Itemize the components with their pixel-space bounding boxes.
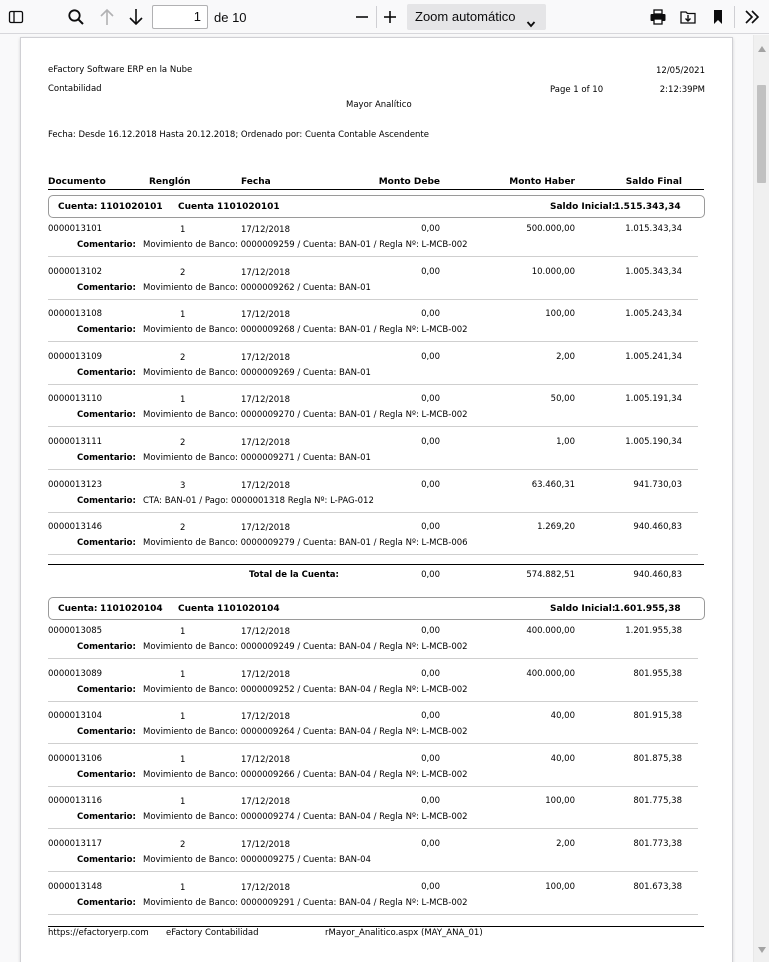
page-label: Page 1 of 10 xyxy=(550,85,604,95)
row-monto-haber: 400.000,00 xyxy=(526,626,575,636)
row-divider xyxy=(48,554,698,555)
row-document: 0000013116 xyxy=(48,796,103,807)
row-monto-debe: 0,00 xyxy=(421,626,440,636)
row-divider xyxy=(48,384,698,385)
row-divider xyxy=(48,914,698,915)
page-count-label: de 10 xyxy=(214,10,247,25)
print-icon[interactable] xyxy=(646,5,670,29)
sidebar-toggle-icon[interactable] xyxy=(4,5,28,29)
row-monto-haber: 400.000,00 xyxy=(526,668,575,679)
row-monto-debe: 0,00 xyxy=(421,266,440,277)
row-comment-label: Comentario: xyxy=(77,325,136,336)
bookmark-icon[interactable] xyxy=(706,5,730,29)
row-monto-haber: 50,00 xyxy=(550,394,575,405)
column-header-monto-debe: Monto Debe xyxy=(378,177,440,187)
scrollbar-thumb[interactable] xyxy=(757,85,766,183)
row-divider xyxy=(48,512,698,513)
row-monto-debe: 0,00 xyxy=(421,753,440,764)
row-renglon: 2 xyxy=(180,523,186,534)
row-comment: Movimiento de Banco: 0000009259 / Cuenta: BAN-01 / Regla Nº: L-MCB-002 xyxy=(143,240,468,250)
row-comment-label: Comentario: xyxy=(77,855,136,865)
row-monto-haber: 1,00 xyxy=(556,437,575,447)
row-monto-debe: 0,00 xyxy=(421,479,440,490)
header-rule xyxy=(48,189,704,190)
scroll-down-arrow-icon[interactable] xyxy=(758,940,766,958)
row-monto-debe: 0,00 xyxy=(421,351,440,362)
row-fecha: 17/12/2018 xyxy=(241,395,290,406)
pdf-viewer[interactable] xyxy=(0,35,753,962)
row-divider xyxy=(48,658,698,659)
row-comment: Movimiento de Banco: 0000009291 / Cuenta: BAN-04 / Regla Nº: L-MCB-002 xyxy=(143,897,468,908)
row-saldo-final: 801.915,38 xyxy=(633,711,682,722)
account-header xyxy=(48,597,705,620)
page-number-input[interactable]: 1 xyxy=(152,5,208,29)
row-saldo-final: 801.955,38 xyxy=(633,668,682,679)
row-comment-label: Comentario: xyxy=(77,769,136,780)
row-monto-haber: 100,00 xyxy=(545,881,575,892)
next-page-icon[interactable] xyxy=(124,5,148,29)
row-saldo-final: 941.730,03 xyxy=(633,479,682,490)
account-name: Cuenta 1101020104 xyxy=(178,604,280,614)
row-document: 0000013085 xyxy=(48,626,103,636)
column-header-renglon: Renglón xyxy=(149,177,191,187)
row-saldo-final: 940.460,83 xyxy=(633,522,682,533)
opening-balance-value: 1.515.343,34 xyxy=(614,202,681,212)
row-monto-haber: 40,00 xyxy=(550,711,575,722)
row-saldo-final: 801.773,38 xyxy=(633,839,682,849)
report-filters: Fecha: Desde 16.12.2018 Hasta 20.12.2018; Ordenado por: Cuenta Contable Ascendente xyxy=(48,130,429,140)
pdf-page xyxy=(20,37,733,962)
row-monto-haber: 2,00 xyxy=(556,351,575,362)
row-renglon: 1 xyxy=(180,627,186,637)
row-renglon: 2 xyxy=(180,438,186,448)
tools-menu-icon[interactable] xyxy=(740,5,764,29)
zoom-select[interactable] xyxy=(407,4,546,30)
row-renglon: 3 xyxy=(180,480,186,491)
account-name: Cuenta 1101020101 xyxy=(178,202,280,212)
report-date: 12/05/2021 xyxy=(656,66,705,76)
row-saldo-final: 1.015.343,34 xyxy=(625,224,682,234)
row-monto-haber: 100,00 xyxy=(545,796,575,807)
row-document: 0000013110 xyxy=(48,394,103,405)
zoom-in-icon[interactable] xyxy=(378,5,402,29)
row-saldo-final: 801.673,38 xyxy=(633,881,682,892)
toolbar-divider xyxy=(376,6,377,28)
row-monto-haber: 100,00 xyxy=(545,309,575,320)
row-divider xyxy=(48,299,698,300)
vertical-scrollbar[interactable] xyxy=(753,35,769,962)
row-comment: Movimiento de Banco: 0000009279 / Cuenta: BAN-01 / Regla Nº: L-MCB-006 xyxy=(143,538,468,549)
row-document: 0000013089 xyxy=(48,668,103,679)
row-saldo-final: 1.201.955,38 xyxy=(625,626,682,636)
row-monto-debe: 0,00 xyxy=(421,668,440,679)
column-header-fecha: Fecha xyxy=(241,177,271,187)
account-total-haber: 574.882,51 xyxy=(526,570,575,581)
row-saldo-final: 801.775,38 xyxy=(633,796,682,807)
scroll-up-arrow-icon[interactable] xyxy=(758,39,766,57)
row-comment: Movimiento de Banco: 0000009269 / Cuenta: BAN-01 xyxy=(143,367,371,378)
row-renglon: 1 xyxy=(180,225,186,235)
account-header xyxy=(48,195,705,218)
row-document: 0000013109 xyxy=(48,351,103,362)
footer-rule xyxy=(48,926,704,927)
row-comment: Movimiento de Banco: 0000009270 / Cuenta: BAN-01 / Regla Nº: L-MCB-002 xyxy=(143,410,468,421)
column-header-monto-haber: Monto Haber xyxy=(509,177,575,187)
row-comment: Movimiento de Banco: 0000009266 / Cuenta: BAN-04 / Regla Nº: L-MCB-002 xyxy=(143,769,468,780)
row-renglon: 1 xyxy=(180,712,186,723)
row-divider xyxy=(48,828,698,829)
row-comment-label: Comentario: xyxy=(77,897,136,908)
row-fecha: 17/12/2018 xyxy=(241,480,290,491)
row-comment-label: Comentario: xyxy=(77,642,136,652)
zoom-out-icon[interactable] xyxy=(350,5,374,29)
row-monto-haber: 40,00 xyxy=(550,753,575,764)
row-saldo-final: 801.875,38 xyxy=(633,753,682,764)
footer-url: https://efactoryerp.com xyxy=(48,928,149,938)
row-comment-label: Comentario: xyxy=(77,727,136,738)
row-divider xyxy=(48,701,698,702)
company-name: eFactory Software ERP en la Nube xyxy=(48,65,193,75)
row-fecha: 17/12/2018 xyxy=(241,310,290,321)
row-monto-debe: 0,00 xyxy=(421,394,440,405)
row-monto-haber: 1.269,20 xyxy=(537,522,575,533)
footer-file: rMayor_Analitico.aspx (MAY_ANA_01) xyxy=(325,928,483,938)
row-divider xyxy=(48,256,698,257)
row-renglon: 1 xyxy=(180,669,186,680)
row-renglon: 1 xyxy=(180,797,186,808)
row-divider xyxy=(48,743,698,744)
report-title: Mayor Analítico xyxy=(346,100,412,110)
account-total-label: Total de la Cuenta: xyxy=(249,570,339,581)
row-divider xyxy=(48,469,698,470)
pdf-toolbar xyxy=(0,0,769,34)
row-monto-debe: 0,00 xyxy=(421,711,440,722)
row-document: 0000013102 xyxy=(48,266,103,277)
row-monto-debe: 0,00 xyxy=(421,881,440,892)
row-document: 0000013104 xyxy=(48,711,103,722)
row-comment: Movimiento de Banco: 0000009275 / Cuenta: BAN-04 xyxy=(143,855,371,865)
account-total-saldo: 940.460,83 xyxy=(633,570,682,581)
row-document: 0000013108 xyxy=(48,309,103,320)
account-code: 1101020101 xyxy=(100,202,163,212)
row-monto-haber: 63.460,31 xyxy=(531,479,575,490)
row-comment: Movimiento de Banco: 0000009274 / Cuenta: BAN-04 / Regla Nº: L-MCB-002 xyxy=(143,812,468,823)
row-renglon: 1 xyxy=(180,395,186,406)
row-document: 0000013117 xyxy=(48,839,103,849)
row-comment-label: Comentario: xyxy=(77,684,136,695)
account-label: Cuenta: xyxy=(58,604,98,614)
row-fecha: 17/12/2018 xyxy=(241,523,290,534)
row-comment: Movimiento de Banco: 0000009262 / Cuenta: BAN-01 xyxy=(143,282,371,293)
row-comment-label: Comentario: xyxy=(77,812,136,823)
row-document: 0000013106 xyxy=(48,753,103,764)
row-fecha: 17/12/2018 xyxy=(241,352,290,363)
row-comment-label: Comentario: xyxy=(77,453,136,463)
row-fecha: 17/12/2018 xyxy=(241,754,290,765)
row-fecha: 17/12/2018 xyxy=(241,712,290,723)
row-fecha: 17/12/2018 xyxy=(241,267,290,278)
row-fecha: 17/12/2018 xyxy=(241,627,290,637)
row-comment: Movimiento de Banco: 0000009268 / Cuenta: BAN-01 / Regla Nº: L-MCB-002 xyxy=(143,325,468,336)
row-monto-debe: 0,00 xyxy=(421,796,440,807)
zoom-select-value: Zoom automático xyxy=(415,9,516,24)
account-total-debe: 0,00 xyxy=(421,570,440,581)
opening-balance-label: Saldo Inicial: xyxy=(550,202,616,212)
row-renglon: 1 xyxy=(180,310,186,321)
column-header-documento: Documento xyxy=(48,177,106,187)
row-monto-debe: 0,00 xyxy=(421,224,440,234)
row-monto-haber: 10.000,00 xyxy=(531,266,575,277)
report-time: 2:12:39PM xyxy=(659,85,705,95)
previous-page-icon[interactable] xyxy=(95,5,119,29)
row-monto-haber: 2,00 xyxy=(556,839,575,849)
account-code: 1101020104 xyxy=(100,604,163,614)
opening-balance-value: 1.601.955,38 xyxy=(614,604,681,614)
row-comment: Movimiento de Banco: 0000009249 / Cuenta: BAN-04 / Regla Nº: L-MCB-002 xyxy=(143,642,468,652)
column-header-saldo-final: Saldo Final xyxy=(625,177,682,187)
row-comment: Movimiento de Banco: 0000009271 / Cuenta: BAN-01 xyxy=(143,453,371,463)
row-renglon: 2 xyxy=(180,352,186,363)
row-divider xyxy=(48,341,698,342)
row-monto-haber: 500.000,00 xyxy=(526,224,575,234)
row-renglon: 2 xyxy=(180,840,186,850)
opening-balance-label: Saldo Inicial: xyxy=(550,604,616,614)
row-comment: Movimiento de Banco: 0000009264 / Cuenta: BAN-04 / Regla Nº: L-MCB-002 xyxy=(143,727,468,738)
row-monto-debe: 0,00 xyxy=(421,437,440,447)
row-document: 0000013123 xyxy=(48,479,103,490)
save-icon[interactable] xyxy=(676,5,700,29)
row-monto-debe: 0,00 xyxy=(421,839,440,849)
toolbar-divider-right xyxy=(734,6,735,28)
module-name: Contabilidad xyxy=(48,84,102,94)
row-fecha: 17/12/2018 xyxy=(241,882,290,893)
row-comment-label: Comentario: xyxy=(77,240,136,250)
row-renglon: 2 xyxy=(180,267,186,278)
row-divider xyxy=(48,871,698,872)
account-total-rule xyxy=(48,564,704,565)
row-fecha: 17/12/2018 xyxy=(241,797,290,808)
row-document: 0000013101 xyxy=(48,224,103,234)
row-saldo-final: 1.005.343,34 xyxy=(625,266,682,277)
row-fecha: 17/12/2018 xyxy=(241,225,290,235)
row-renglon: 1 xyxy=(180,754,186,765)
account-label: Cuenta: xyxy=(58,202,98,212)
row-comment-label: Comentario: xyxy=(77,410,136,421)
row-document: 0000013111 xyxy=(48,437,103,447)
row-document: 0000013148 xyxy=(48,881,103,892)
row-comment-label: Comentario: xyxy=(77,282,136,293)
row-comment: Movimiento de Banco: 0000009252 / Cuenta: BAN-04 / Regla Nº: L-MCB-002 xyxy=(143,684,468,695)
footer-app: eFactory Contabilidad xyxy=(166,928,259,938)
row-monto-debe: 0,00 xyxy=(421,309,440,320)
row-comment-label: Comentario: xyxy=(77,495,136,506)
row-monto-debe: 0,00 xyxy=(421,522,440,533)
row-fecha: 17/12/2018 xyxy=(241,840,290,850)
row-divider xyxy=(48,786,698,787)
row-fecha: 17/12/2018 xyxy=(241,669,290,680)
row-fecha: 17/12/2018 xyxy=(241,438,290,448)
row-saldo-final: 1.005.191,34 xyxy=(625,394,682,405)
row-comment-label: Comentario: xyxy=(77,538,136,549)
row-comment: CTA: BAN-01 / Pago: 0000001318 Regla Nº: L-PAG-012 xyxy=(143,495,374,506)
row-divider xyxy=(48,426,698,427)
row-document: 0000013146 xyxy=(48,522,103,533)
row-saldo-final: 1.005.190,34 xyxy=(625,437,682,447)
row-saldo-final: 1.005.243,34 xyxy=(625,309,682,320)
search-icon[interactable] xyxy=(64,5,88,29)
row-renglon: 1 xyxy=(180,882,186,893)
row-comment-label: Comentario: xyxy=(77,367,136,378)
row-saldo-final: 1.005.241,34 xyxy=(625,351,682,362)
